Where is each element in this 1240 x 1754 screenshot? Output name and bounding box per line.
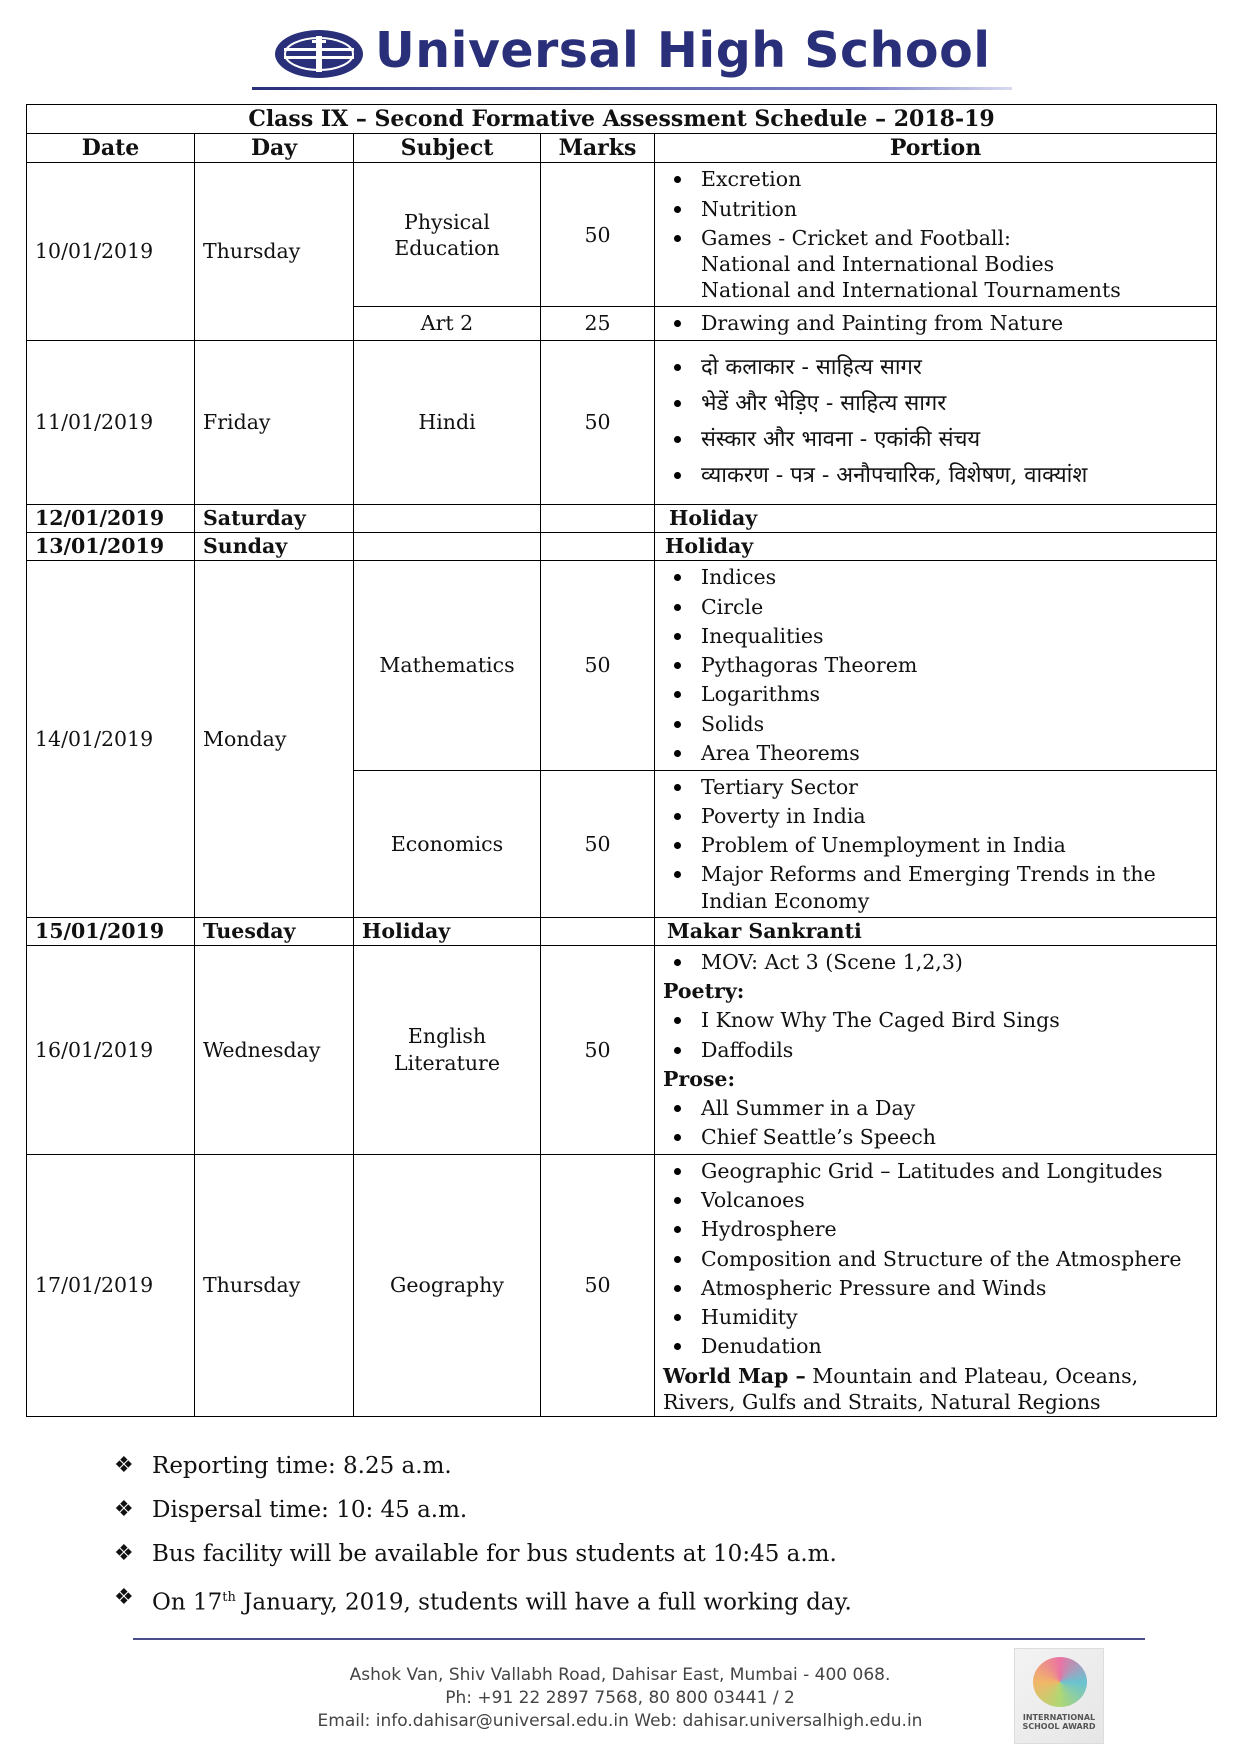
portion-cell — [655, 1154, 1217, 1416]
date-cell: 13/01/2019 — [27, 532, 195, 560]
marks-cell — [541, 532, 655, 560]
international-school-award-logo — [1014, 1648, 1104, 1744]
footer-divider — [133, 1638, 1145, 1640]
table-title-row — [27, 105, 1217, 134]
marks-cell: 25 — [541, 307, 655, 340]
note-text: Dispersal time: 10: 45 a.m. — [152, 1497, 468, 1523]
subject-cell: Physical Education — [354, 163, 541, 307]
list-item — [114, 1488, 1114, 1532]
column-header-portion: Portion — [655, 134, 1217, 163]
list-item: Atmospheric Pressure and Winds — [663, 1275, 1208, 1301]
marks-cell: 50 — [541, 163, 655, 307]
date-cell: 10/01/2019 — [27, 163, 195, 340]
list-item: Geographic Grid – Latitudes and Longitudes — [663, 1158, 1208, 1184]
portion-list — [663, 354, 1208, 491]
footer-address: Ashok Van, Shiv Vallabh Road, Dahisar East, Mumbai - 400 068. — [349, 1665, 891, 1685]
subject-cell — [354, 532, 541, 560]
list-item: Composition and Structure of the Atmosphere — [663, 1246, 1208, 1272]
poetry-label: Poetry: — [663, 979, 745, 1004]
subject-cell: Holiday — [354, 917, 541, 945]
prose-label: Prose: — [663, 1066, 736, 1091]
portion-cell — [655, 560, 1217, 770]
subject-cell: Geography — [354, 1154, 541, 1416]
table-row — [27, 532, 1217, 560]
list-item: I Know Why The Caged Bird Sings — [663, 1007, 1208, 1033]
subject-cell: Economics — [354, 770, 541, 917]
column-header-day: Day — [195, 134, 354, 163]
marks-cell — [541, 917, 655, 945]
list-item-text: Games - Cricket and Football: — [701, 225, 1011, 250]
page-header — [0, 22, 1240, 92]
list-item: Tertiary Sector — [663, 774, 1208, 800]
list-item: Solids — [663, 711, 1208, 737]
day-cell: Sunday — [195, 532, 354, 560]
portion-cell — [655, 945, 1217, 1154]
portion-list — [663, 310, 1208, 336]
date-cell: 16/01/2019 — [27, 945, 195, 1154]
portion-list — [663, 1095, 1208, 1150]
list-item: Volcanoes — [663, 1187, 1208, 1213]
list-item: Inequalities — [663, 623, 1208, 649]
table-row — [27, 340, 1217, 504]
list-item: Daffodils — [663, 1037, 1208, 1063]
list-item: Indices — [663, 564, 1208, 590]
marks-cell: 50 — [541, 1154, 655, 1416]
portion-list — [663, 949, 1208, 975]
portion-cell — [655, 770, 1217, 917]
note-text: On 17 — [152, 1589, 223, 1616]
list-item: MOV: Act 3 (Scene 1,2,3) — [663, 949, 1208, 975]
award-emblem-icon — [1033, 1657, 1087, 1707]
portion-cell — [655, 163, 1217, 307]
list-item: Nutrition — [663, 196, 1208, 222]
list-item: Pythagoras Theorem — [663, 652, 1208, 678]
list-item: Major Reforms and Emerging Trends in the Indian Economy — [663, 861, 1208, 913]
list-item: Area Theorems — [663, 740, 1208, 766]
marks-cell: 50 — [541, 560, 655, 770]
marks-cell: 50 — [541, 340, 655, 504]
table-header-row — [27, 134, 1217, 163]
world-map-portion — [663, 1363, 1208, 1415]
diamond-bullet-icon: ❖ — [114, 1541, 134, 1566]
list-item — [114, 1532, 1114, 1576]
column-header-date: Date — [27, 134, 195, 163]
table-row — [27, 504, 1217, 532]
note-text: January, 2019, students will have a full working day. — [235, 1589, 852, 1616]
list-item: संस्कार और भावना - एकांकी संचय — [663, 426, 1208, 454]
list-item: भेडें और भेड़िए - साहित्य सागर — [663, 390, 1208, 418]
list-item — [663, 225, 1208, 304]
list-item: व्याकरण - पत्र - अनौपचारिक, विशेषण, वाक्यांश — [663, 462, 1208, 490]
list-item: Poverty in India — [663, 803, 1208, 829]
portion-list — [663, 1007, 1208, 1062]
diamond-bullet-icon: ❖ — [114, 1497, 134, 1522]
portion-cell — [655, 307, 1217, 340]
portion-cell: Holiday — [655, 504, 1217, 532]
footer-email-web: Email: info.dahisar@universal.edu.in Web: dahisar.universalhigh.edu.in — [317, 1711, 923, 1731]
school-logo-icon — [272, 28, 366, 80]
list-item: Humidity — [663, 1304, 1208, 1330]
list-item: Hydrosphere — [663, 1216, 1208, 1242]
day-cell: Saturday — [195, 504, 354, 532]
portion-list — [663, 774, 1208, 914]
portion-cell: Makar Sankranti — [655, 917, 1217, 945]
list-item: Logarithms — [663, 681, 1208, 707]
table-row — [27, 560, 1217, 770]
award-label: INTERNATIONAL SCHOOL AWARD — [1022, 1713, 1096, 1731]
day-cell: Tuesday — [195, 917, 354, 945]
day-cell: Friday — [195, 340, 354, 504]
world-map-label: World Map – — [663, 1363, 806, 1388]
note-superscript: th — [222, 1590, 236, 1605]
list-item: दो कलाकार - साहित्य सागर — [663, 354, 1208, 382]
portion-list — [663, 1158, 1208, 1360]
day-cell: Monday — [195, 560, 354, 917]
column-header-subject: Subject — [354, 134, 541, 163]
portion-list — [663, 166, 1208, 303]
diamond-bullet-icon: ❖ — [114, 1585, 134, 1610]
list-item: Chief Seattle’s Speech — [663, 1124, 1208, 1150]
subject-cell — [354, 504, 541, 532]
list-item-text: National and International Tournaments — [701, 278, 1121, 303]
note-text: Bus facility will be available for bus students at 10:45 a.m. — [152, 1541, 837, 1567]
school-name: Universal High School — [375, 22, 991, 79]
portion-cell — [655, 340, 1217, 504]
table-row — [27, 1154, 1217, 1416]
subject-cell: Art 2 — [354, 307, 541, 340]
table-row — [27, 163, 1217, 307]
list-item: Circle — [663, 594, 1208, 620]
date-cell: 15/01/2019 — [27, 917, 195, 945]
diamond-bullet-icon: ❖ — [114, 1453, 134, 1478]
date-cell: 17/01/2019 — [27, 1154, 195, 1416]
subject-cell: English Literature — [354, 945, 541, 1154]
notes-list — [114, 1444, 1114, 1620]
marks-cell: 50 — [541, 770, 655, 917]
list-item — [114, 1444, 1114, 1488]
day-cell: Thursday — [195, 163, 354, 340]
footer-phone: Ph: +91 22 2897 7568, 80 800 03441 / 2 — [445, 1688, 795, 1708]
list-item: Drawing and Painting from Nature — [663, 310, 1208, 336]
list-item: All Summer in a Day — [663, 1095, 1208, 1121]
portion-list — [663, 564, 1208, 766]
day-cell: Thursday — [195, 1154, 354, 1416]
table-row — [27, 917, 1217, 945]
schedule-title: Class IX – Second Formative Assessment Schedule – 2018-19 — [27, 105, 1217, 134]
marks-cell — [541, 504, 655, 532]
list-item — [114, 1576, 1114, 1620]
portion-cell: Holiday — [655, 532, 1217, 560]
list-item-text: National and International Bodies — [701, 252, 1055, 277]
day-cell: Wednesday — [195, 945, 354, 1154]
list-item: Problem of Unemployment in India — [663, 832, 1208, 858]
table-row — [27, 945, 1217, 1154]
header-divider — [252, 87, 1012, 90]
column-header-marks: Marks — [541, 134, 655, 163]
list-item: Excretion — [663, 166, 1208, 192]
list-item: Denudation — [663, 1333, 1208, 1359]
assessment-schedule-table — [26, 104, 1217, 1417]
date-cell: 14/01/2019 — [27, 560, 195, 917]
note-text: Reporting time: 8.25 a.m. — [152, 1453, 452, 1479]
date-cell: 12/01/2019 — [27, 504, 195, 532]
subject-cell: Hindi — [354, 340, 541, 504]
marks-cell: 50 — [541, 945, 655, 1154]
date-cell: 11/01/2019 — [27, 340, 195, 504]
subject-cell: Mathematics — [354, 560, 541, 770]
world-map-text: Mountain and Plateau, Oceans, Rivers, Gulfs and Straits, Natural Regions — [663, 1363, 1139, 1414]
